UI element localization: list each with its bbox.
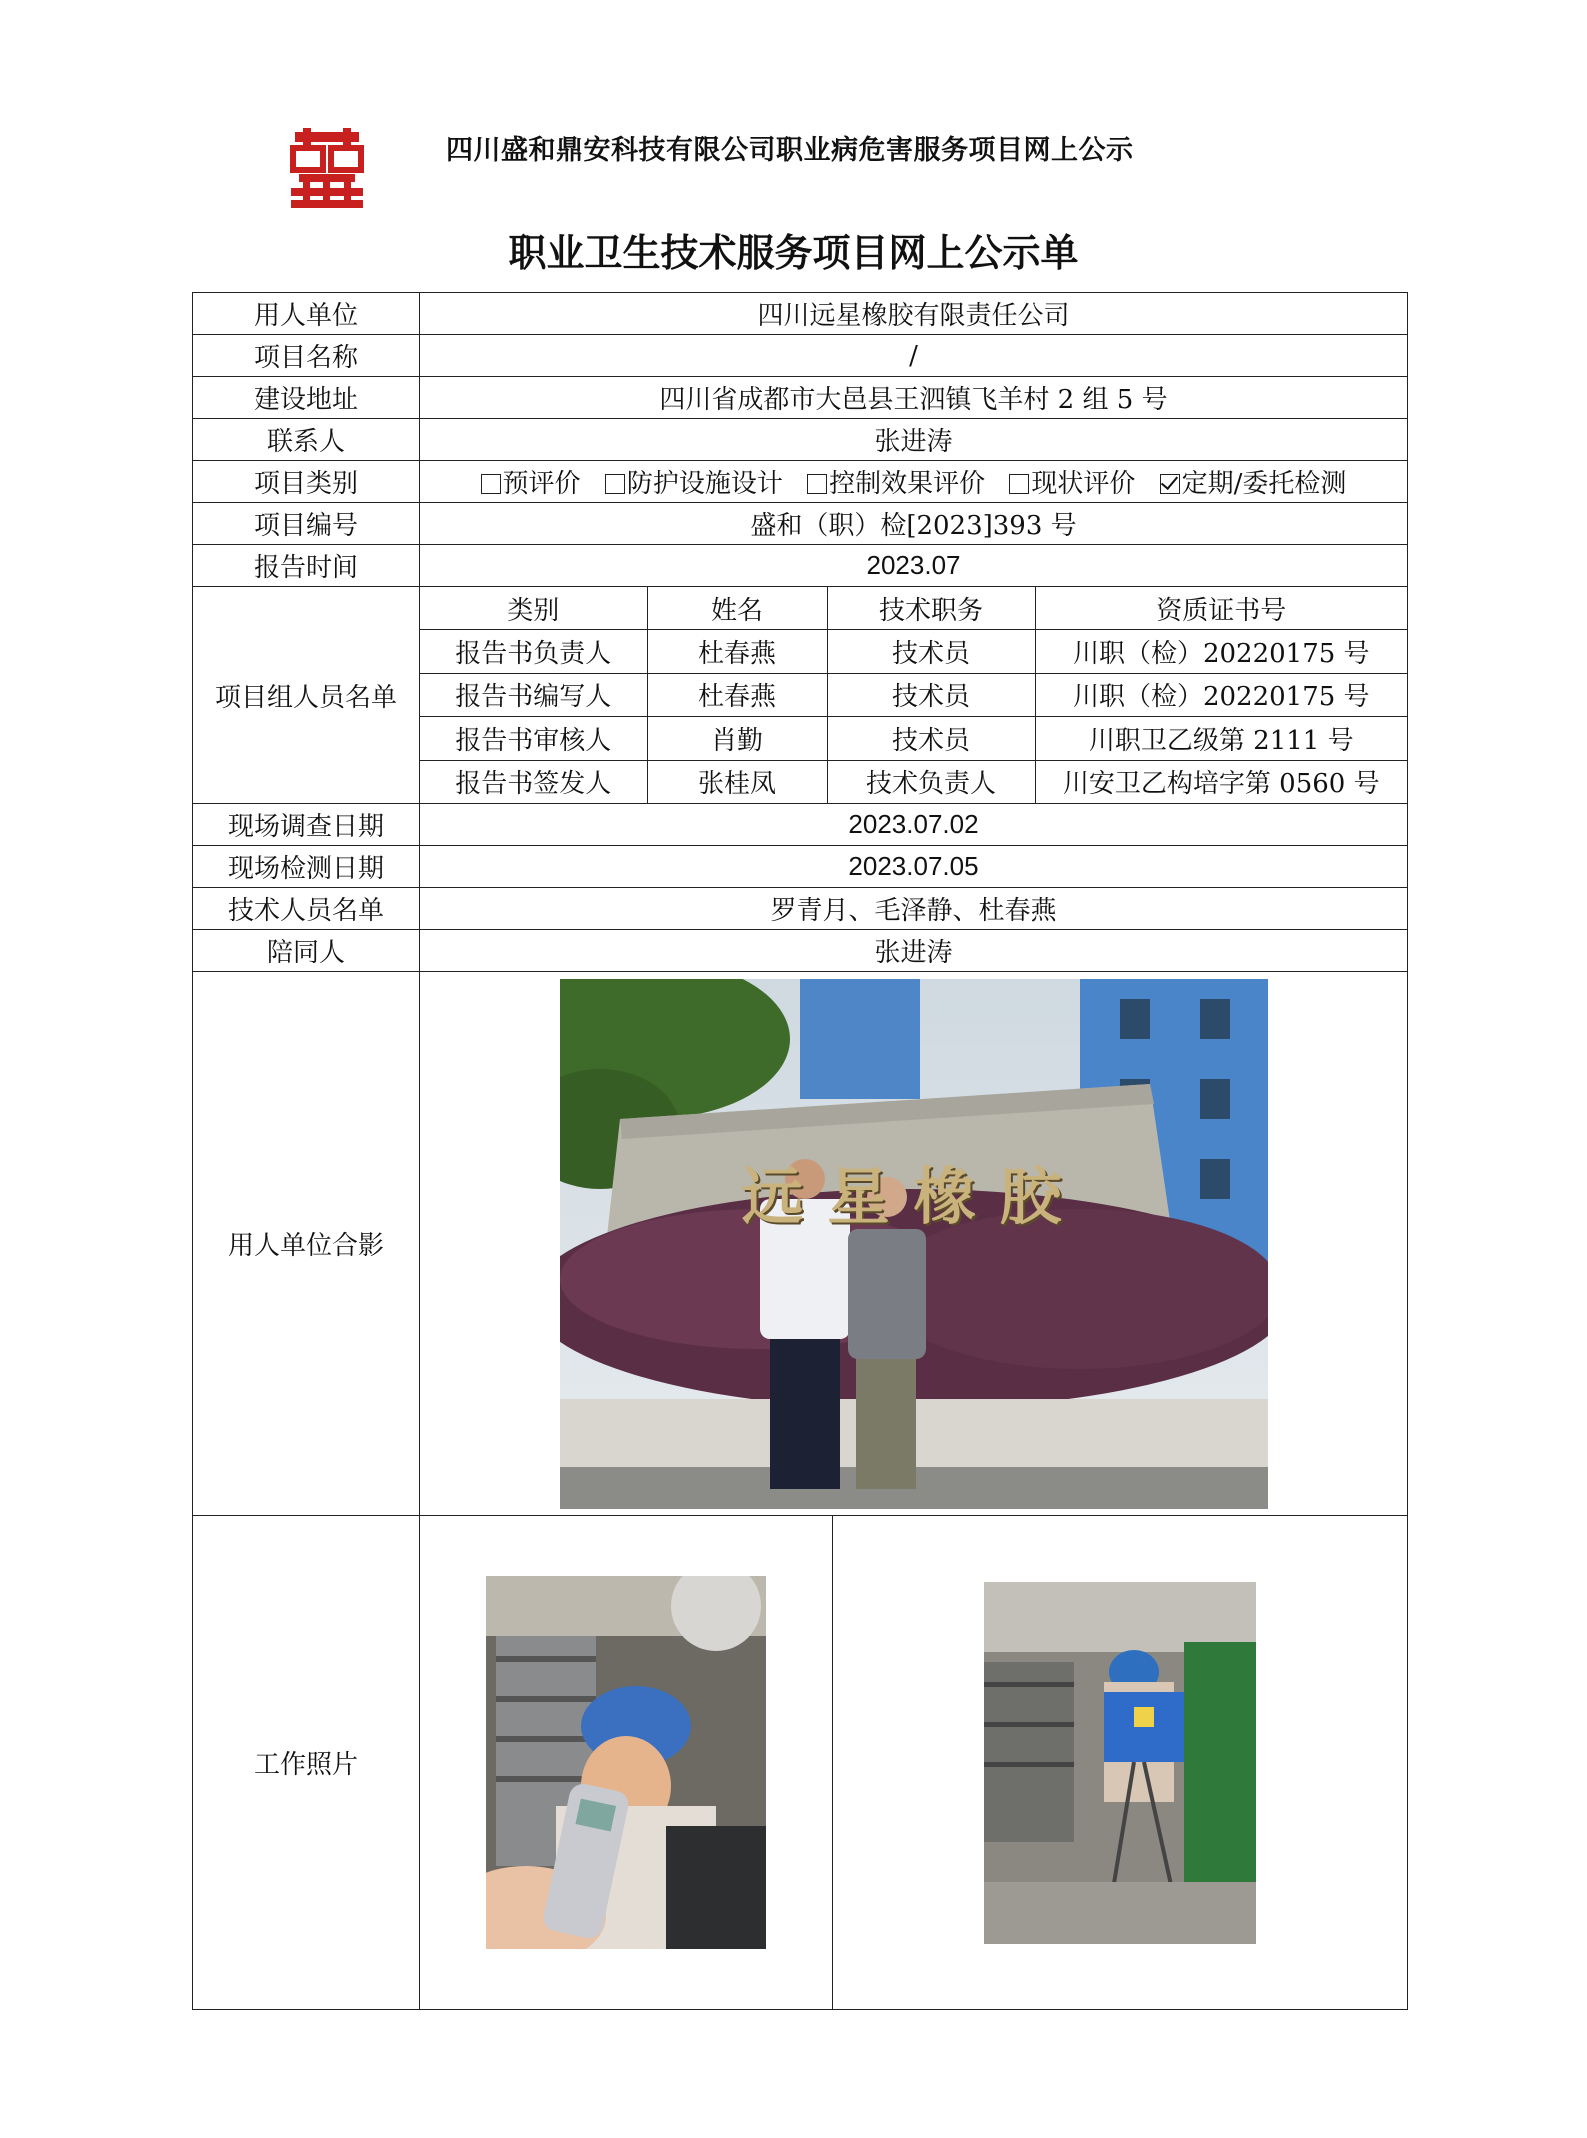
report-time-value: 2023.07 — [420, 545, 1408, 587]
team-header-cert: 资质证书号 — [1035, 587, 1407, 630]
project-no-value: 盛和（职）检[2023]393 号 — [420, 503, 1408, 545]
member-role: 报告书审核人 — [420, 717, 647, 760]
member-title: 技术员 — [827, 717, 1035, 760]
team-table — [420, 587, 1407, 803]
technicians-label: 技术人员名单 — [193, 888, 420, 930]
row-group-photo — [193, 972, 1408, 1516]
company-logo — [289, 128, 365, 208]
row-project-no — [193, 503, 1408, 545]
team-row — [420, 673, 1407, 716]
member-role: 报告书编写人 — [420, 673, 647, 716]
work-photo-noise-meter — [486, 1576, 766, 1949]
project-no-label: 项目编号 — [193, 503, 420, 545]
option-periodic-testing: 定期/委托检测 — [1160, 463, 1347, 500]
member-title: 技术负责人 — [827, 760, 1035, 803]
work-photos-cell — [420, 1516, 1408, 2010]
project-name-value: / — [420, 335, 1408, 377]
technicians-value: 罗青月、毛泽静、杜春燕 — [420, 888, 1408, 930]
member-cert: 川职（检）20220175 号 — [1035, 630, 1407, 673]
team-header-name: 姓名 — [647, 587, 827, 630]
checkbox-checked-icon — [1160, 474, 1180, 494]
member-name: 杜春燕 — [647, 673, 827, 716]
option-pre-evaluation: 预评价 — [481, 463, 581, 500]
work-photo-left-cell — [420, 1516, 833, 2009]
publicity-table — [192, 292, 1408, 2010]
member-name: 杜春燕 — [647, 630, 827, 673]
test-date-label: 现场检测日期 — [193, 846, 420, 888]
option-status-evaluation: 现状评价 — [1009, 463, 1135, 500]
team-table-cell — [420, 587, 1408, 804]
team-header-title: 技术职务 — [827, 587, 1035, 630]
option-control-effect: 控制效果评价 — [807, 463, 985, 500]
row-address — [193, 377, 1408, 419]
project-type-label: 项目类别 — [193, 461, 420, 503]
team-header-row — [420, 587, 1407, 630]
sign-text: 远星橡胶 — [741, 1159, 1086, 1233]
member-name: 肖勤 — [647, 717, 827, 760]
page-title: 职业卫生技术服务项目网上公示单 — [508, 231, 1079, 275]
option-protection-design: 防护设施设计 — [605, 463, 783, 500]
group-photo — [560, 979, 1268, 1509]
work-photos-container — [420, 1516, 1407, 2009]
contact-value: 张进涛 — [420, 419, 1408, 461]
checkbox-icon — [481, 474, 501, 494]
row-project-type — [193, 461, 1408, 503]
work-photo-right-cell — [833, 1516, 1407, 2009]
member-role: 报告书签发人 — [420, 760, 647, 803]
report-time-label: 报告时间 — [193, 545, 420, 587]
work-photos-label: 工作照片 — [193, 1516, 420, 2010]
row-test-date — [193, 846, 1408, 888]
accompany-value: 张进涛 — [420, 930, 1408, 972]
checkbox-icon — [807, 474, 827, 494]
contact-label: 联系人 — [193, 419, 420, 461]
group-photo-label: 用人单位合影 — [193, 972, 420, 1516]
row-employer — [193, 293, 1408, 335]
row-accompany — [193, 930, 1408, 972]
address-value: 四川省成都市大邑县王泗镇飞羊村 2 组 5 号 — [420, 377, 1408, 419]
checkbox-icon — [1009, 474, 1029, 494]
work-photo-sampler — [984, 1582, 1256, 1944]
member-title: 技术员 — [827, 673, 1035, 716]
member-cert: 川职（检）20220175 号 — [1035, 673, 1407, 716]
checkbox-icon — [605, 474, 625, 494]
team-label: 项目组人员名单 — [193, 587, 420, 804]
member-role: 报告书负责人 — [420, 630, 647, 673]
member-name: 张桂凤 — [647, 760, 827, 803]
member-cert: 川职卫乙级第 2111 号 — [1035, 717, 1407, 760]
project-name-label: 项目名称 — [193, 335, 420, 377]
row-report-time — [193, 545, 1408, 587]
test-date-value: 2023.07.05 — [420, 846, 1408, 888]
team-header-role: 类别 — [420, 587, 647, 630]
group-photo-cell — [420, 972, 1408, 1516]
row-technicians — [193, 888, 1408, 930]
employer-label: 用人单位 — [193, 293, 420, 335]
member-cert: 川安卫乙构培字第 0560 号 — [1035, 760, 1407, 803]
survey-date-label: 现场调查日期 — [193, 804, 420, 846]
employer-value: 四川远星橡胶有限责任公司 — [420, 293, 1408, 335]
team-row — [420, 630, 1407, 673]
address-label: 建设地址 — [193, 377, 420, 419]
header-company-line: 四川盛和鼎安科技有限公司职业病危害服务项目网上公示 — [446, 135, 1134, 166]
member-title: 技术员 — [827, 630, 1035, 673]
row-survey-date — [193, 804, 1408, 846]
team-row — [420, 717, 1407, 760]
project-type-options — [420, 461, 1408, 503]
row-project-name — [193, 335, 1408, 377]
accompany-label: 陪同人 — [193, 930, 420, 972]
survey-date-value: 2023.07.02 — [420, 804, 1408, 846]
row-team — [193, 587, 1408, 804]
team-row — [420, 760, 1407, 803]
row-contact — [193, 419, 1408, 461]
row-work-photos — [193, 1516, 1408, 2010]
